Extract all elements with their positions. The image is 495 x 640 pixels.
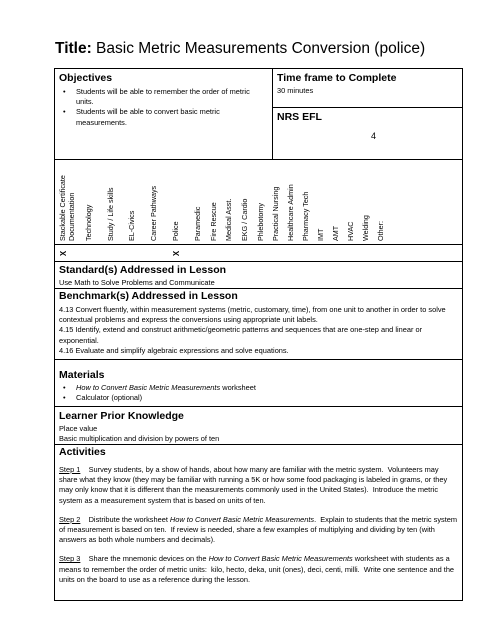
activity-step (59, 515, 458, 546)
category-check-mark: X (59, 250, 69, 257)
category-label: IMT (316, 228, 325, 241)
category-label: Welding (361, 215, 370, 241)
activity-step (59, 465, 458, 506)
materials-list (59, 383, 458, 403)
category-label: Medical Asst. (224, 198, 233, 241)
material-item (59, 393, 458, 403)
benchmark-item: 4.13 Convert fluently, within measurement systems (metric, customary, time), from one unit to another in order to solve contextual problems and express the conversions using appropriate unit labels. (59, 305, 446, 325)
step-text: Distribute the worksheet (80, 514, 170, 524)
category-label: Other: (376, 221, 385, 241)
benchmarks-list (59, 305, 458, 356)
category-label: Career Pathways (149, 185, 158, 241)
category-label: HVAC (346, 221, 355, 241)
title-text: Basic Metric Measurements Conversion (police) (91, 40, 426, 57)
nrs-value: 4 (371, 131, 377, 141)
category-label: EKG / Cardio (240, 198, 249, 241)
material-text: worksheet (220, 383, 256, 392)
objective-item: • Students will be able to remember the order of metric units. (59, 87, 264, 107)
objectives-heading: Objectives (59, 72, 113, 84)
category-label: AMT (331, 225, 340, 241)
step-label: Step 3 (59, 554, 81, 564)
prior-line: Place value (59, 424, 98, 433)
activities-heading: Activities (59, 446, 106, 458)
activity-step (59, 554, 458, 585)
category-label: Police (171, 221, 180, 241)
material-text: Calculator (optional) (76, 393, 143, 403)
category-label: Pharmacy Tech (301, 191, 310, 241)
category-label: Healthcare Admin (286, 184, 295, 241)
category-label: Phlebotomy (256, 203, 265, 241)
category-checklist (55, 159, 462, 261)
lesson-plan-table (54, 68, 463, 601)
step-text: Share the mnemonic devices on the (80, 554, 209, 564)
category-label: Study / Life skills (106, 187, 115, 241)
category-label: Practical Nursing (271, 186, 280, 241)
benchmark-item: 4.15 Identify, extend and construct arithmetic/geometric patterns and sequences that are one-step and linear or exponential. (59, 325, 423, 345)
material-title: How to Convert Basic Metric Measurements (76, 383, 221, 392)
step-text: worksheet with students as a means to remember the order of metric units: kilo, hecto, deka, unit (ones), deci, centi, milli. Write one sentence and the units on the board to use as a reference during the lesson. (59, 554, 457, 584)
prior-heading: Learner Prior Knowledge (59, 410, 184, 422)
category-label: Technology (84, 204, 93, 241)
step-text: How to Convert Basic Metric Measurements (208, 554, 353, 564)
category-label: Fire Rescue (209, 202, 218, 241)
category-label: Paramedic (193, 206, 202, 241)
category-label: EL-Civics (127, 210, 136, 241)
step-text: Survey students, by a show of hands, about how many are familiar with the metric system. Volunteers may share what they know (they may be familiar with running a 5K or how some food packaging is labeled in grams, or they may only know that it is different than the measurements commonly used in the United States). Introduce the metric system as a measurement system that is based on units of ten. (59, 465, 450, 505)
category-check-mark: X (172, 250, 182, 257)
prior-line: Basic multiplication and division by powers of ten (59, 434, 220, 444)
standards-heading: Standard(s) Addressed in Lesson (59, 264, 227, 276)
timeframe-value: 30 minutes (277, 86, 314, 95)
objective-item: • Students will be able to convert basic metric measurements. (59, 107, 264, 127)
material-item (59, 383, 458, 393)
timeframe-heading: Time frame to Complete (277, 72, 397, 84)
step-text: How to Convert Basic Metric Measurements (169, 514, 315, 524)
materials-heading: Materials (59, 369, 105, 381)
nrs-heading: NRS EFL (277, 111, 322, 123)
title-label: Title: (55, 40, 92, 57)
benchmark-item: 4.16 Evaluate and simplify algebraic expressions and solve equations. (59, 345, 289, 355)
standards-text: Use Math to Solve Problems and Communicate (59, 278, 215, 287)
activities-list (59, 465, 458, 594)
page-title (55, 40, 425, 58)
benchmarks-heading: Benchmark(s) Addressed in Lesson (59, 290, 238, 302)
objectives-list (59, 87, 264, 128)
prior-list (59, 424, 458, 444)
step-label: Step 2 (59, 514, 81, 524)
step-label: Step 1 (59, 465, 81, 474)
category-label: Stackable Certificate Documentation (58, 175, 76, 241)
step-text: . Explain to students that the metric system of measurement is based on ten. If review is needed, share a few examples of multiplying and dividing by ten (with answers as both whole numbers and decimals). (59, 514, 460, 545)
